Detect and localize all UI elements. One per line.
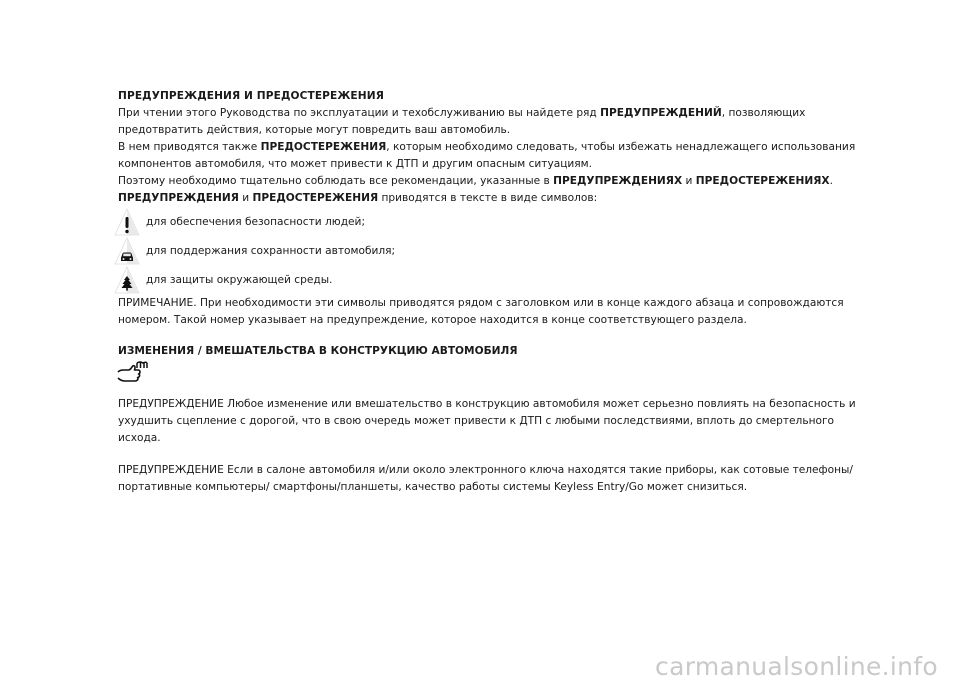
symbol-text-car: для поддержания сохранности автомобиля; — [146, 244, 396, 257]
manual-page — [118, 88, 878, 496]
symbol-row-car — [118, 237, 878, 265]
warning-car-icon — [114, 237, 140, 265]
symbol-row-people — [118, 208, 878, 236]
symbol-text-environment: для защиты окружающей среды. — [146, 273, 333, 286]
symbol-row-environment — [118, 266, 878, 294]
warnings-paragraph-2: В нем приводятся также ПРЕДОСТЕРЕЖЕНИЯ, которым необходимо следовать, чтобы избежать ненадлежащего использования компонентов автомобиля, что может привести к ДТП и другим опасным ситуациям. — [118, 141, 856, 170]
symbol-text-people: для обеспечения безопасности людей; — [146, 215, 366, 228]
warnings-title: ПРЕДУПРЕЖДЕНИЯ И ПРЕДОСТЕРЕЖЕНИЯ — [118, 90, 384, 102]
warnings-paragraph-4: ПРЕДУПРЕЖДЕНИЯ и ПРЕДОСТЕРЕЖЕНИЯ приводятся в тексте в виде символов: — [118, 192, 598, 204]
modifications-title: ИЗМЕНЕНИЯ / ВМЕШАТЕЛЬСТВА В КОНСТРУКЦИЮ АВТОМОБИЛЯ — [118, 345, 518, 357]
note-paragraph: ПРИМЕЧАНИЕ. При необходимости эти символы приводятся рядом с заголовком или в конце каждого абзаца и сопровождаются номером. Такой номер указывает на предупреждение, которое находится в конце соответствующего раздела. — [118, 297, 844, 326]
warnings-paragraph-1: При чтении этого Руководства по эксплуатации и техобслуживанию вы найдете ряд ПРЕДУПРЕЖДЕНИЙ, позволяющих предотвратить действия, которые могут повредить ваш автомобиль. — [118, 107, 806, 136]
warnings-paragraph-3: Поэтому необходимо тщательно соблюдать все рекомендации, указанные в ПРЕДУПРЕЖДЕНИЯХ и ПРЕДОСТЕРЕЖЕНИЯХ. — [118, 175, 833, 187]
warning-tree-icon — [114, 266, 140, 294]
warning-person-icon — [114, 208, 140, 236]
modifications-paragraph-1: ПРЕДУПРЕЖДЕНИЕ Любое изменение или вмешательство в конструкцию автомобиля может серьезно повлиять на безопасность и ухудшить сцепление с дорогой, что в свою очередь может привести к ДТП с любыми последствиями, вплоть до смертельного исхода. — [118, 398, 856, 444]
watermark: carmanualsonline.info — [655, 652, 938, 681]
hand-pointer-icon — [116, 360, 150, 384]
modifications-paragraph-2: ПРЕДУПРЕЖДЕНИЕ Если в салоне автомобиля и/или около электронного ключа находятся такие приборы, как сотовые телефоны/портативные компьютеры/ смартфоны/планшеты, качество работы системы Keyless Entry/Go может снизиться. — [118, 464, 853, 493]
